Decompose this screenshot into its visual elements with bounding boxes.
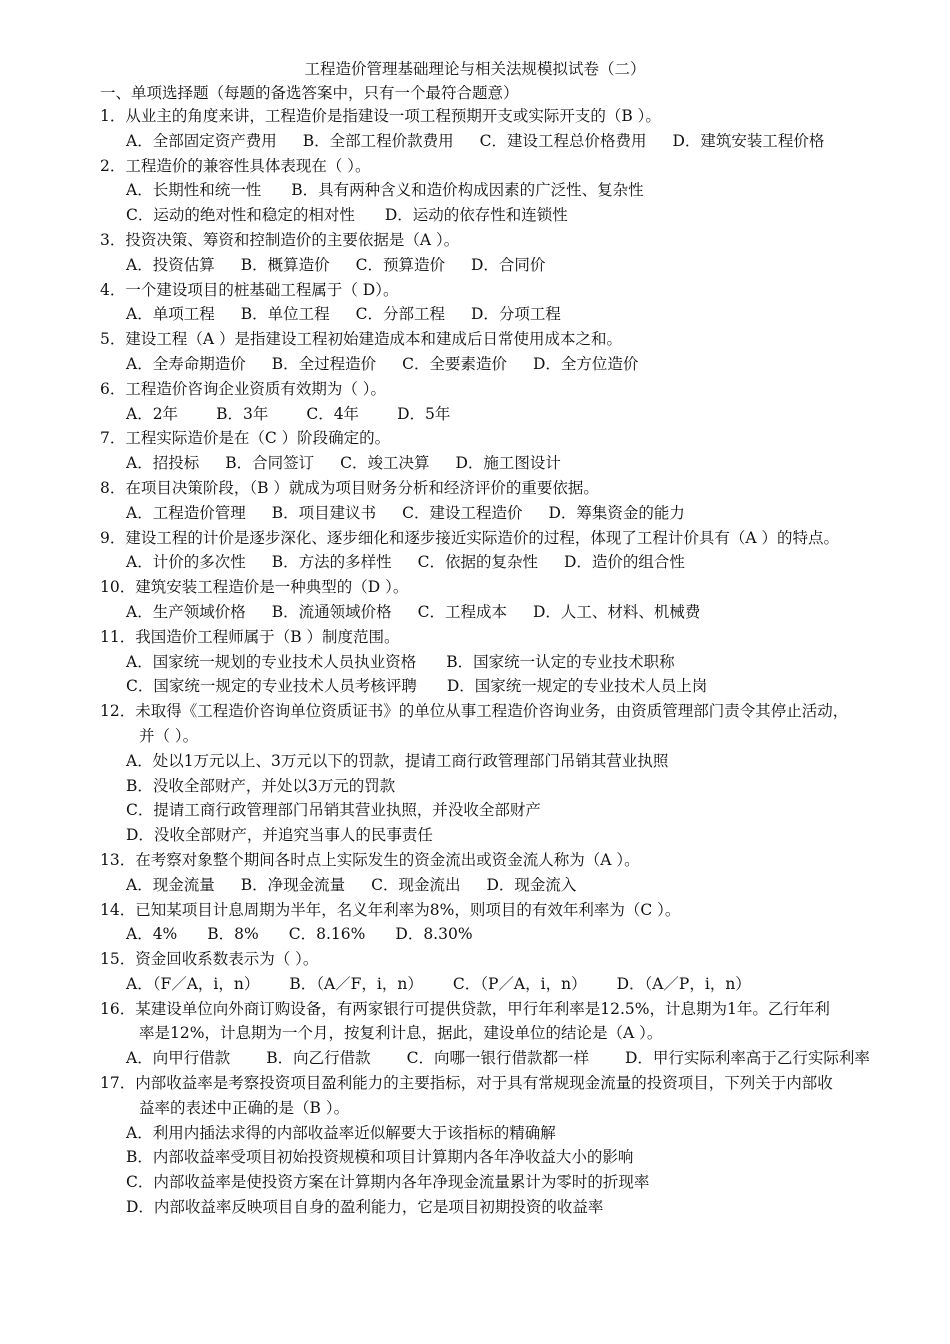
option-group <box>100 129 900 154</box>
question-item <box>100 104 900 154</box>
option-text: D．全方位造价 <box>532 354 639 373</box>
option-text: B．没收全部财产，并处以3万元的罚款 <box>126 776 396 795</box>
option-text: D．合同价 <box>470 255 546 274</box>
question-item <box>100 848 900 898</box>
question-item <box>100 327 900 377</box>
option-group <box>100 501 900 526</box>
option-text: B．流通领域价格 <box>271 602 392 621</box>
question-list <box>100 104 900 1220</box>
option-text: D．内部收益率反映项目自身的盈利能力，它是项目初期投资的收益率 <box>126 1198 604 1217</box>
question-item <box>100 947 900 997</box>
question-item <box>100 575 900 625</box>
question-stem-line: 1．从业主的角度来讲，工程造价是指建设一项工程预期开支或实际开支的（B ）。 <box>100 107 661 125</box>
option-text: B．8% <box>207 925 259 944</box>
option-row <box>126 1121 900 1146</box>
option-text: D．分项工程 <box>470 305 561 324</box>
option-text: D．建筑安装工程价格 <box>672 131 825 150</box>
question-item <box>100 154 900 228</box>
question-stem <box>100 848 900 873</box>
question-stem <box>100 898 900 923</box>
question-stem <box>100 476 900 501</box>
question-stem <box>100 228 900 253</box>
option-text: C．建设工程造价 <box>402 503 523 522</box>
exam-title: 工程造价管理基础理论与相关法规模拟试卷（二） <box>304 60 646 78</box>
option-row <box>126 302 900 327</box>
option-text: A．招投标 <box>126 454 200 473</box>
option-text: C．分部工程 <box>355 305 445 324</box>
option-text: C．全要素造价 <box>402 354 507 373</box>
option-text: A．全部固定资产费用 <box>126 131 277 150</box>
option-text: A．计价的多次性 <box>126 553 246 572</box>
option-text: A．全寿命期造价 <box>126 354 246 373</box>
question-item <box>100 426 900 476</box>
option-row <box>126 922 900 947</box>
option-text: C．建设工程总价格费用 <box>479 131 647 150</box>
question-stem-line: 3．投资决策、筹资和控制造价的主要依据是（A ）。 <box>100 230 460 249</box>
option-text: C．工程成本 <box>417 602 507 621</box>
option-text: D．甲行实际利率高于乙行实际利率 <box>624 1049 870 1068</box>
question-item <box>100 278 900 328</box>
option-text: A．投资估算 <box>126 255 215 274</box>
question-stem <box>100 1071 900 1121</box>
option-group <box>100 1046 900 1071</box>
option-row <box>126 1046 900 1071</box>
question-stem-line: 率是12%，计息期为一个月，按复利计息，据此，建设单位的结论是（A ）。 <box>139 1024 663 1043</box>
question-stem-line: 4．一个建设项目的桩基础工程属于（ D）。 <box>100 280 399 299</box>
option-text: A．工程造价管理 <box>126 503 246 522</box>
option-text: B．向乙行借款 <box>266 1049 371 1068</box>
question-stem <box>100 947 900 972</box>
question-stem <box>100 575 900 600</box>
question-item <box>100 898 900 948</box>
question-stem-line: 9．建设工程的计价是逐步深化、逐步细化和逐步接近实际造价的过程，体现了工程计价具有（A ）的特点。 <box>100 528 839 547</box>
option-row <box>126 674 900 699</box>
option-group <box>100 550 900 575</box>
question-stem-line: 10．建筑安装工程造价是一种典型的（D ）。 <box>100 578 409 597</box>
question-item <box>100 699 900 848</box>
question-stem-line: 11．我国造价工程师属于（B ）制度范围。 <box>100 627 400 646</box>
option-group <box>100 749 900 848</box>
option-text: C．竣工决算 <box>340 454 430 473</box>
option-text: D．造价的组合性 <box>563 553 685 572</box>
option-text: D．国家统一规定的专业技术人员上岗 <box>446 677 708 696</box>
option-group <box>100 650 900 700</box>
question-stem-line: 并（ ）。 <box>139 726 199 745</box>
question-item <box>100 476 900 526</box>
option-text: B．全部工程价款费用 <box>302 131 454 150</box>
option-group <box>100 402 900 427</box>
option-text: B．具有两种含义和造价构成因素的广泛性、复杂性 <box>291 181 644 200</box>
section-heading: 一、单项选择题（每题的备选答案中，只有一个最符合题意） <box>100 84 519 102</box>
option-row <box>126 749 900 774</box>
option-text: D．筹集资金的能力 <box>548 503 685 522</box>
option-row <box>126 823 900 848</box>
option-text: A．（F／A，i，n） <box>126 974 260 993</box>
question-stem-line: 14．已知某项目计息周期为半年，名义年利率为8%，则项目的有效年利率为（C ）。 <box>100 900 681 919</box>
option-group <box>100 451 900 476</box>
option-row <box>126 550 900 575</box>
option-text: A．处以1万元以上、3万元以下的罚款，提请工商行政管理部门吊销其营业执照 <box>126 751 669 770</box>
option-text: C．运动的绝对性和稳定的相对性 <box>126 206 355 225</box>
question-stem <box>100 997 900 1047</box>
option-row <box>126 203 900 228</box>
option-text: B．3年 <box>216 404 269 423</box>
option-row <box>126 873 900 898</box>
option-text: A．利用内插法求得的内部收益率近似解要大于该指标的精确解 <box>126 1123 556 1142</box>
option-text: D．人工、材料、机械费 <box>532 602 701 621</box>
option-row <box>126 129 900 154</box>
option-text: A．长期性和统一性 <box>126 181 262 200</box>
option-text: C．提请工商行政管理部门吊销其营业执照，并没收全部财产 <box>126 801 541 820</box>
option-text: D．施工图设计 <box>455 454 561 473</box>
option-row <box>126 1145 900 1170</box>
option-text: A．向甲行借款 <box>126 1049 231 1068</box>
option-text: C．国家统一规定的专业技术人员考核评聘 <box>126 677 417 696</box>
option-text: B．全过程造价 <box>271 354 377 373</box>
option-text: A．现金流量 <box>126 875 215 894</box>
option-text: C．4年 <box>306 404 360 423</box>
option-row <box>126 501 900 526</box>
option-text: A．4% <box>126 925 178 944</box>
option-text: B．合同签订 <box>225 454 315 473</box>
option-row <box>126 1195 900 1220</box>
option-group <box>100 302 900 327</box>
question-item <box>100 625 900 699</box>
option-text: A．生产领域价格 <box>126 602 246 621</box>
option-group <box>100 922 900 947</box>
option-text: C．预算造价 <box>355 255 445 274</box>
option-text: D．没收全部财产，并追究当事人的民事责任 <box>126 826 433 845</box>
option-text: A．国家统一规划的专业技术人员执业资格 <box>126 652 417 671</box>
question-stem <box>100 426 900 451</box>
question-stem-line: 6．工程造价咨询企业资质有效期为（ ）。 <box>100 379 387 398</box>
question-stem-line: 7．工程实际造价是在（C ）阶段确定的。 <box>100 429 391 448</box>
option-text: C．8.16% <box>288 925 366 944</box>
option-row <box>126 972 900 997</box>
question-stem <box>100 526 900 551</box>
option-row <box>126 352 900 377</box>
option-text: D．运动的依存性和连锁性 <box>384 206 568 225</box>
option-group <box>100 253 900 278</box>
option-group <box>100 873 900 898</box>
question-stem-line: 16．某建设单位向外商订购设备，有两家银行可提供贷款，甲行年利率是12.5%，计息期为1年。乙行年利 <box>100 999 830 1018</box>
question-item <box>100 526 900 576</box>
option-text: B．净现金流量 <box>240 875 346 894</box>
option-row <box>126 253 900 278</box>
option-row <box>126 1170 900 1195</box>
option-text: A．2年 <box>126 404 179 423</box>
question-stem-line: 益率的表述中正确的是（B ）。 <box>139 1098 350 1117</box>
option-text: C．内部收益率是使投资方案在计算期内各年净现金流量累计为零时的折现率 <box>126 1173 650 1192</box>
question-stem-line: 8．在项目决策阶段，（B ）就成为项目财务分析和经济评价的重要依据。 <box>100 478 599 497</box>
option-row <box>126 774 900 799</box>
option-text: C．（P／A，i，n） <box>452 974 587 993</box>
option-group <box>100 352 900 377</box>
question-stem-line: 2．工程造价的兼容性具体表现在（ ）。 <box>100 156 371 175</box>
option-row <box>126 402 900 427</box>
option-row <box>126 798 900 823</box>
question-stem <box>100 625 900 650</box>
question-stem-line: 12．未取得《工程造价咨询单位资质证书》的单位从事工程造价咨询业务，由资质管理部门责令其停止活动， <box>100 702 849 721</box>
option-text: B．内部收益率受项目初始投资规模和项目计算期内各年净收益大小的影响 <box>126 1148 634 1167</box>
option-text: A．单项工程 <box>126 305 215 324</box>
option-row <box>126 600 900 625</box>
question-stem <box>100 104 900 129</box>
option-text: B．（A／F，i，n） <box>289 974 423 993</box>
question-stem <box>100 377 900 402</box>
option-text: B．方法的多样性 <box>271 553 392 572</box>
option-text: D．（A／P，i，n） <box>616 974 751 993</box>
question-item <box>100 377 900 427</box>
option-text: B．概算造价 <box>240 255 330 274</box>
question-stem <box>100 154 900 179</box>
question-stem <box>100 278 900 303</box>
question-stem <box>100 699 900 749</box>
question-stem-line: 5．建设工程（A ）是指建设工程初始建造成本和建成后日常使用成本之和。 <box>100 330 622 349</box>
option-text: D．5年 <box>397 404 451 423</box>
option-text: C．现金流出 <box>371 875 461 894</box>
option-text: B．国家统一认定的专业技术职称 <box>446 652 675 671</box>
option-text: D．8.30% <box>395 925 473 944</box>
option-group <box>100 600 900 625</box>
option-row <box>126 451 900 476</box>
option-text: B．单位工程 <box>240 305 330 324</box>
question-stem-line: 17．内部收益率是考察投资项目盈利能力的主要指标，对于具有常规现金流量的投资项目，下列关于内部收 <box>100 1074 833 1093</box>
question-stem-line: 15．资金回收系数表示为（ ）。 <box>100 950 319 969</box>
question-stem-line: 13．在考察对象整个期间各时点上实际发生的资金流出或资金流人称为（A ）。 <box>100 850 640 869</box>
option-text: B．项目建议书 <box>271 503 377 522</box>
question-item <box>100 228 900 278</box>
option-group <box>100 972 900 997</box>
option-text: C．向哪一银行借款都一样 <box>406 1049 589 1068</box>
option-text: D．现金流入 <box>486 875 577 894</box>
option-row <box>126 178 900 203</box>
option-text: C．依据的复杂性 <box>417 553 538 572</box>
question-item <box>100 997 900 1071</box>
question-item <box>100 1071 900 1220</box>
option-group <box>100 178 900 228</box>
option-group <box>100 1121 900 1220</box>
option-row <box>126 650 900 675</box>
question-stem <box>100 327 900 352</box>
